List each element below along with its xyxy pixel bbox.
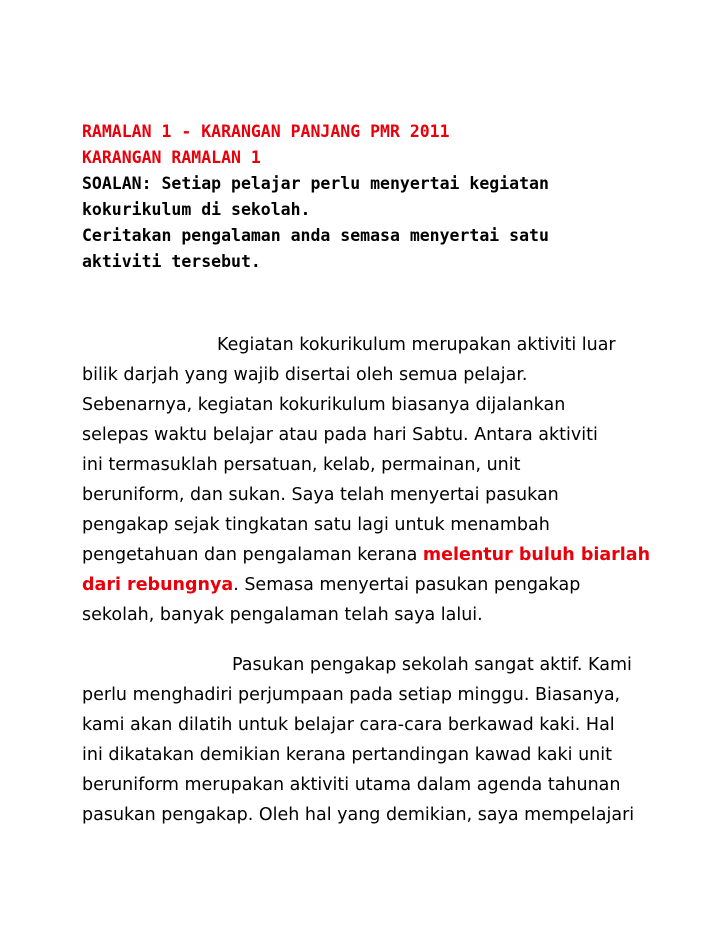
paragraph-line: bilik darjah yang wajib disertai oleh semua pelajar. <box>82 365 528 385</box>
paragraph-text: . Semasa menyertai pasukan pengakap <box>233 575 581 595</box>
paragraph-line: kami akan dilatih untuk belajar cara-cara berkawad kaki. Hal <box>82 715 615 735</box>
paragraph-line: beruniform merupakan aktiviti utama dalam agenda tahunan <box>82 775 621 795</box>
question-line: kokurikulum di sekolah. <box>82 200 311 219</box>
essay-heading <box>82 119 702 275</box>
paragraph-line: perlu menghadiri perjumpaan pada setiap minggu. Biasanya, <box>82 685 621 705</box>
paragraph-text: pengetahuan dan pengalaman kerana <box>82 545 423 565</box>
paragraph-line: pengakap sejak tingkatan satu lagi untuk menambah <box>82 515 550 535</box>
question-line: SOALAN: Setiap pelajar perlu menyertai kegiatan <box>82 174 549 193</box>
essay-subtitle: KARANGAN RAMALAN 1 <box>82 148 261 167</box>
paragraph-line <box>82 650 702 680</box>
paragraph-line: ini termasuklah persatuan, kelab, permainan, unit <box>82 455 521 475</box>
proverb-highlight: dari rebungnya <box>82 575 234 595</box>
essay-paragraph-1 <box>82 330 702 630</box>
question-line: Ceritakan pengalaman anda semasa menyertai satu <box>82 226 549 245</box>
paragraph-line: Sebenarnya, kegiatan kokurikulum biasanya dijalankan <box>82 395 566 415</box>
paragraph-line: beruniform, dan sukan. Saya telah menyertai pasukan <box>82 485 559 505</box>
proverb-highlight: melentur buluh biarlah <box>422 545 651 565</box>
paragraph-line <box>82 540 702 570</box>
paragraph-text: Kegiatan kokurikulum merupakan aktiviti luar <box>217 335 616 355</box>
paragraph-line: ini dikatakan demikian kerana pertandingan kawad kaki unit <box>82 745 612 765</box>
paragraph-line <box>82 570 702 600</box>
paragraph-line: sekolah, banyak pengalaman telah saya lalui. <box>82 605 483 625</box>
paragraph-line: pasukan pengakap. Oleh hal yang demikian, saya mempelajari <box>82 805 635 825</box>
question-line: aktiviti tersebut. <box>82 252 261 271</box>
paragraph-line: selepas waktu belajar atau pada hari Sabtu. Antara aktiviti <box>82 425 598 445</box>
essay-title: RAMALAN 1 - KARANGAN PANJANG PMR 2011 <box>82 122 450 141</box>
paragraph-text: Pasukan pengakap sekolah sangat aktif. Kami <box>232 655 632 675</box>
paragraph-line <box>82 330 702 360</box>
essay-paragraph-2 <box>82 650 702 830</box>
